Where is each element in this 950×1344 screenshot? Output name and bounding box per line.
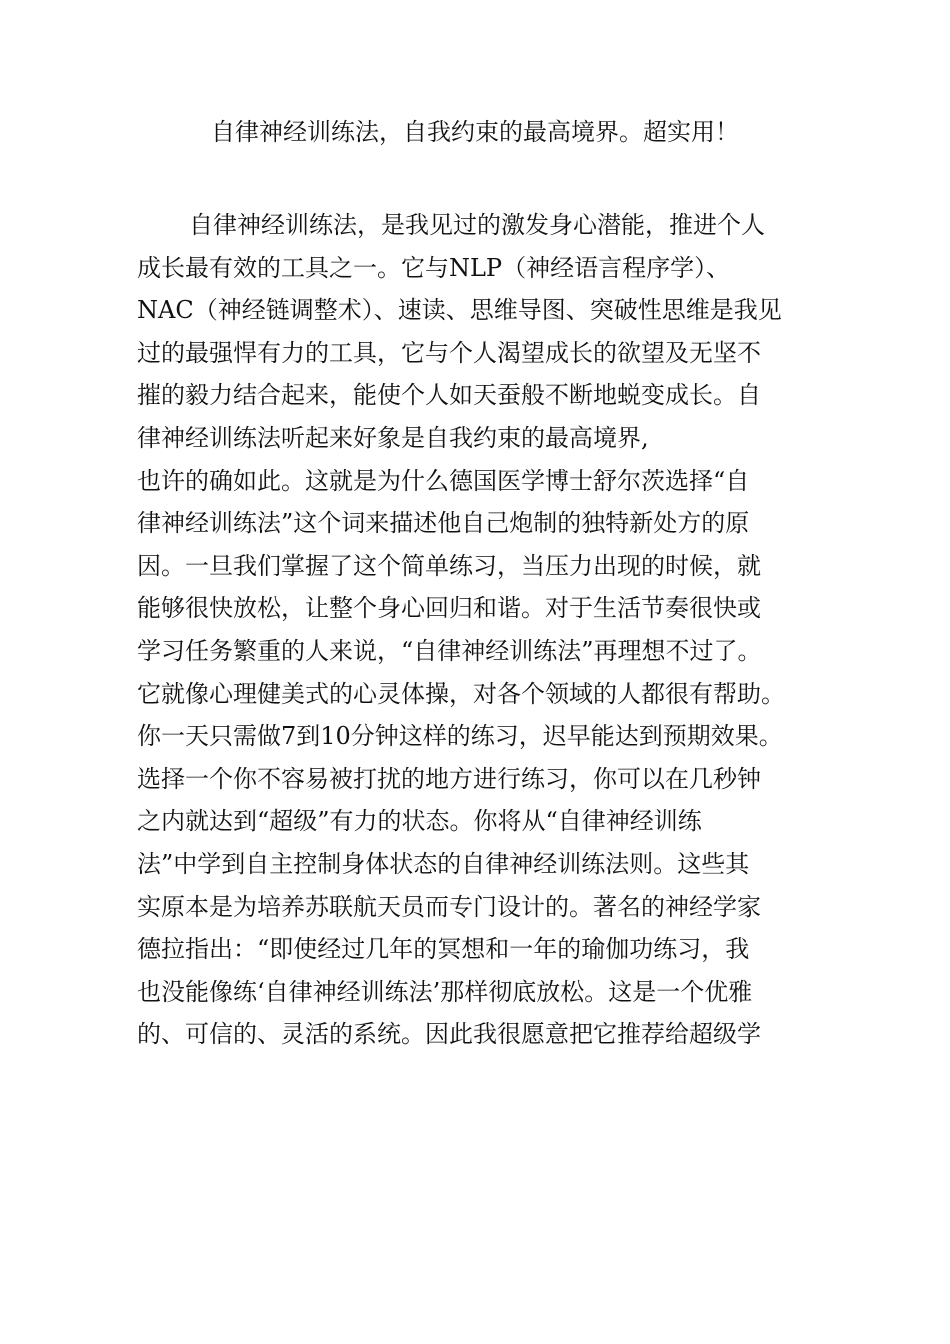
body-line: 你一天只需做7到10分钟这样的练习，迟早能达到预期效果。 — [137, 722, 783, 751]
body-line: 也没能像练‘自律神经训练法’那样彻底放松。这是一个优雅 — [137, 977, 753, 1006]
body-line: 自律神经训练法，是我见过的激发身心潜能，推进个人 — [189, 211, 765, 239]
body-line: NAC（神经链调整术）、速读、思维导图、突破性思维是我见 — [137, 296, 782, 325]
body-line: 的、可信的、灵活的系统。因此我很愿意把它推荐给超级学 — [137, 1020, 761, 1049]
body-line: 能够很快放松，让整个身心回归和谐。对于生活节奏很快或 — [137, 594, 761, 623]
body-line: 过的最强悍有力的工具，它与个人渴望成长的欲望及无坚不 — [137, 338, 761, 367]
body-line: 它就像心理健美式的心灵体操，对各个领域的人都很有帮助。 — [137, 679, 785, 708]
body-line: 律神经训练法”这个词来描述他自己炮制的独特新处方的原 — [137, 509, 750, 538]
body-line: 也许的确如此。这就是为什么德国医学博士舒尔茨选择“自 — [137, 466, 750, 495]
body-line: 摧的毅力结合起来，能使个人如天蚕般不断地蜕变成长。自 — [137, 381, 761, 410]
document-title: 自律神经训练法，自我约束的最高境界。超实用！ — [211, 118, 739, 146]
body-line: 德拉指出：“即使经过几年的冥想和一年的瑜伽功练习，我 — [137, 935, 750, 964]
body-line: 成长最有效的工具之一。它与NLP（神经语言程序学）、 — [137, 253, 731, 282]
body-line: 因。一旦我们掌握了这个简单练习，当压力出现的时候，就 — [137, 551, 761, 580]
body-line: 法”中学到自主控制身体状态的自律神经训练法则。这些其 — [137, 849, 750, 878]
body-line: 律神经训练法听起来好象是自我约束的最高境界, — [137, 423, 649, 452]
body-line: 实原本是为培养苏联航天员而专门设计的。著名的神经学家 — [137, 892, 761, 921]
body-line: 选择一个你不容易被打扰的地方进行练习，你可以在几秒钟 — [137, 764, 761, 793]
document-body — [137, 204, 827, 1056]
body-line: 学习任务繁重的人来说，“自律神经训练法”再理想不过了。 — [137, 636, 762, 665]
body-line: 之内就达到“超级”有力的状态。你将从“自律神经训练 — [137, 807, 702, 836]
